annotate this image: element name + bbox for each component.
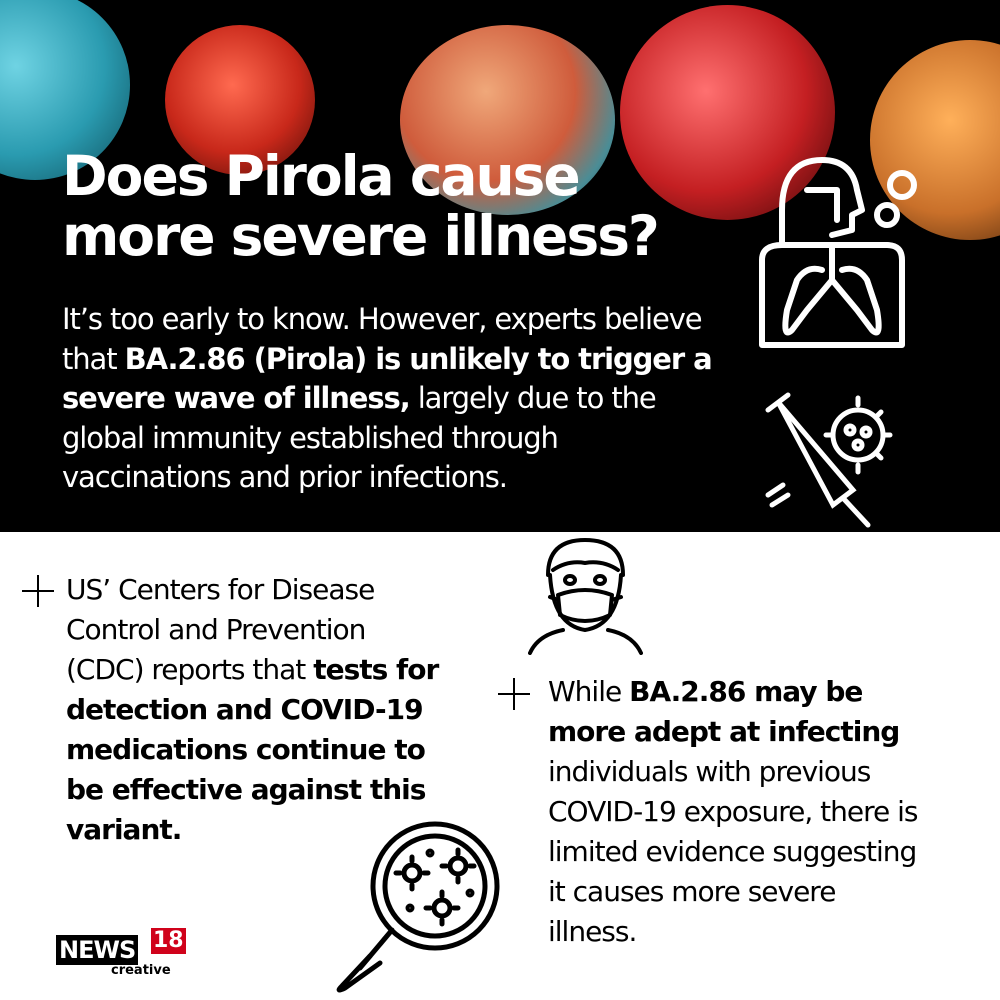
plus-icon — [20, 573, 56, 609]
intro-paragraph — [62, 300, 722, 498]
logo-18: 18 — [153, 928, 184, 953]
cdc-text: US’ Centers for Disease Control and Prevention (CDC) reports that — [66, 573, 375, 686]
plus-icon — [496, 676, 532, 712]
logo-creative: creative — [111, 963, 171, 978]
magnifier-virus-icon — [330, 818, 510, 993]
page-title — [62, 146, 742, 266]
syringe-virus-icon — [758, 390, 908, 530]
variant-text-2: individuals with previous COVID-19 exposure, there is limited evidence suggesting it causes more severe illness. — [548, 755, 918, 948]
cdc-point-text — [66, 570, 446, 850]
logo-news: NEWS — [56, 935, 138, 965]
title-line-1: Does Pirola cause — [62, 144, 579, 208]
lungs-person-icon — [752, 150, 937, 350]
intro-text-2: largely due to the global immunity established through vaccinations and prior infections. — [62, 381, 656, 494]
variant-text-1: While — [548, 675, 630, 708]
cdc-bold: tests for detection and COVID-19 medications continue to be effective against this variant. — [66, 653, 439, 846]
variant-bold: BA.2.86 may be more adept at infecting — [548, 675, 900, 748]
title-line-2: more severe illness? — [62, 204, 658, 268]
intro-bold: BA.2.86 (Pirola) is unlikely to trigger a severe wave of illness, — [62, 341, 712, 415]
variant-point-text — [548, 672, 928, 952]
intro-text-1: It’s too early to know. However, experts believe that — [62, 302, 702, 376]
masked-person-icon — [528, 535, 643, 655]
